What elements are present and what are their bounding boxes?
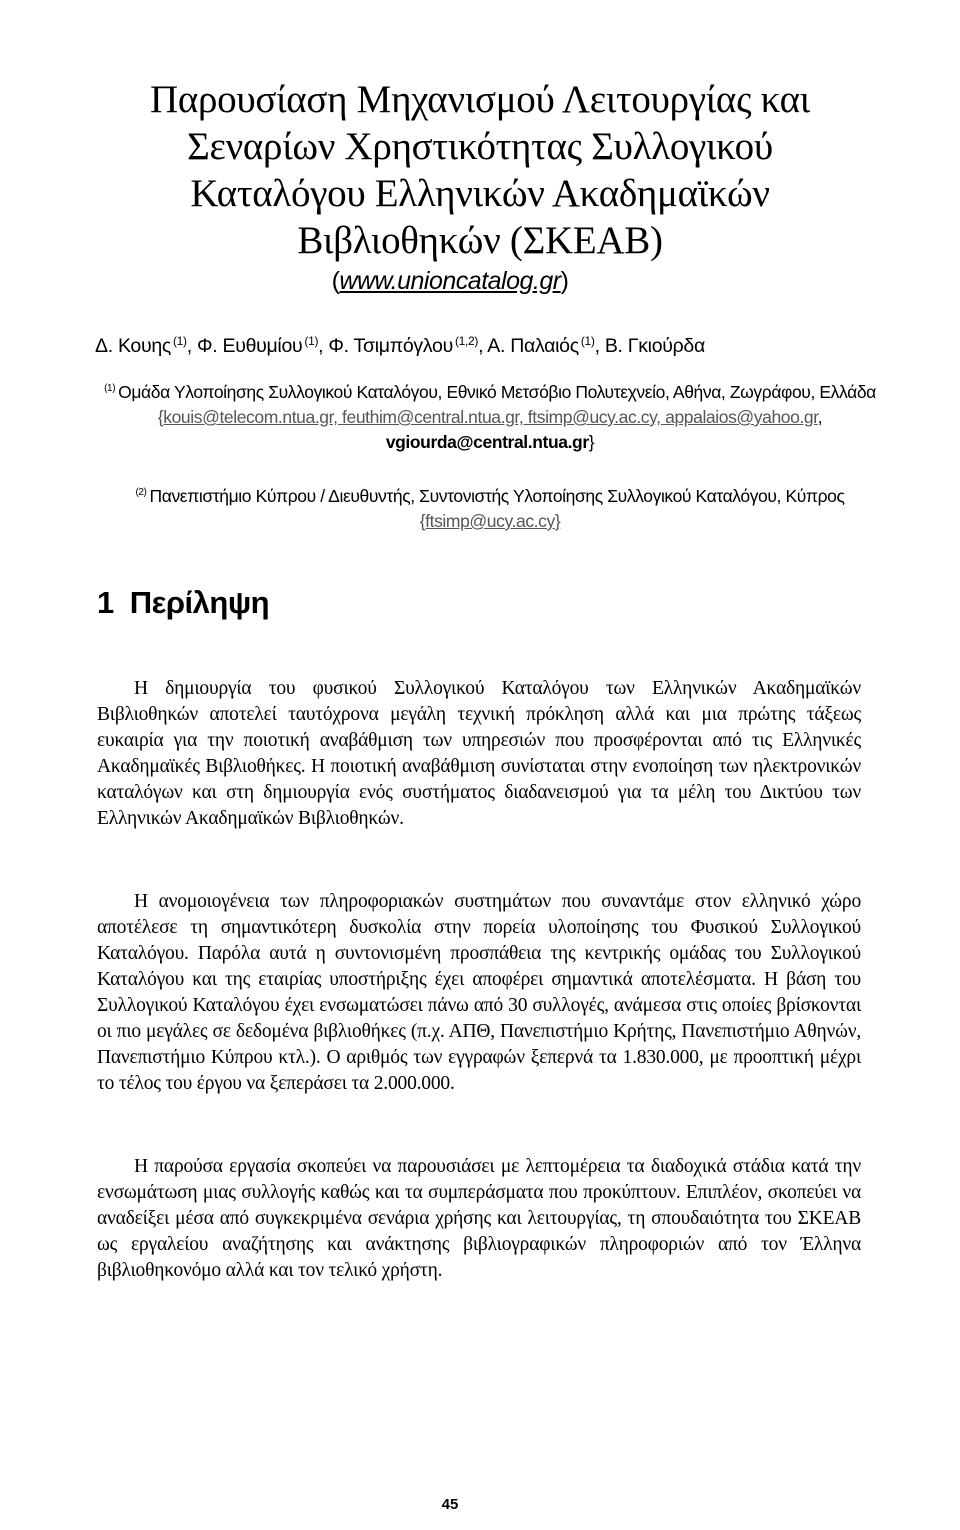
author-name: Β. Γκιούρδα <box>604 335 705 357</box>
abstract-paragraph-2: Η ανομοιογένεια των πληροφοριακών συστημάτων που συναντάμε στον ελληνικό χώρο αποτέλεσε τη σημαντικότερη δυσκολία στην πορεία υλοποίησης του Φυσικού Συλλογικού Καταλόγου. Παρόλα αυτά η συντονισμένη προσπάθεια της κεντρικής ομάδας του Συλλογικού Καταλόγου και της εταιρίας υποστήριξης έχει αποφέρει σημαντικά αποτελέσματα. Η βάση του Συλλογικού Καταλόγου έχει ενσωματώσει πάνω από 30 συλλογές, ανάμεσα στις οποίες βρίσκονται οι πιο μεγάλες σε δεδομένα βιβλιοθήκες (π.χ. ΑΠΘ, Πανεπιστήμιο Κρήτης, Πανεπιστήμιο Αθηνών, Πανεπιστήμιο Κύπρου κτλ.). Ο αριθμός των εγγραφών ξεπερνά τα 1.830.000, με προοπτική μέχρι το τέλος του έργου να ξεπεράσει τα 2.000.000. <box>97 891 861 1094</box>
title-line: Καταλόγου Ελληνικών Ακαδημαϊκών <box>190 172 770 216</box>
title-line: Βιβλιοθηκών (ΣΚΕΑΒ) <box>297 219 663 263</box>
author-separator: , <box>594 335 605 357</box>
affiliation-close-brace: } <box>588 432 595 452</box>
affiliation-emails: {ftsimp@ucy.ac.cy} <box>419 511 561 531</box>
url-open-paren: ( <box>331 267 340 295</box>
abstract-paragraph-1: Η δημιουργία του φυσικού Συλλογικού Καταλόγου των Ελληνικών Ακαδημαϊκών Βιβλιοθηκών αποτελεί ταυτόχρονα μεγάλη τεχνική πρόκληση αλλά και μια πρώτης τάξεως ευκαιρία για την ποιοτική αναβάθμιση των υπηρεσιών που προσφέρονται από τις Ελληνικές Ακαδημαϊκές Βιβλιοθήκες. Η ποιοτική αναβάθμιση συνίσταται στην ενοποίηση των ηλεκτρονικών καταλόγων και στη δημιουργία ενός συστήματος διαδανεισμού για τα μέλη του Δικτύου των Ελληνικών Ακαδημαϊκών Βιβλιοθηκών. <box>97 678 861 829</box>
project-url <box>0 266 900 296</box>
page-number: 45 <box>441 1496 459 1513</box>
affiliation-text: Ομάδα Υλοποίησης Συλλογικού Καταλόγου, Εθνικό Μετσόβιο Πολυτεχνείο, Αθήνα, Ζωγράφου, Ελλάδα <box>118 382 876 402</box>
title-line: Σεναρίων Χρηστικότητας Συλλογικού <box>187 125 773 169</box>
section-number: 1 <box>97 584 114 620</box>
section-title: Περίληψη <box>129 584 270 620</box>
author-affiliation-mark: (1,2) <box>454 334 479 348</box>
title-line: Παρουσίαση Μηχανισμού Λειτουργίας και <box>150 78 810 122</box>
section-heading-abstract <box>97 584 269 622</box>
author-list <box>95 329 935 358</box>
author-separator: , <box>478 335 488 357</box>
affiliation-mark: (1) <box>104 383 116 394</box>
author-separator: , <box>318 335 329 357</box>
author-separator: , <box>186 335 198 357</box>
author-name: Α. Παλαιός <box>487 335 579 357</box>
url-close-paren: ) <box>560 267 569 295</box>
author-affiliation-mark: (1) <box>172 334 187 348</box>
author-name: Δ. Κουης <box>95 335 171 357</box>
affiliation-1: $^{(1)}$ Ομάδα Υλοποίησης Συλλογικού Καταλόγου, Εθνικό Μετσόβιο Πολυτεχνείο, Αθήνα, Ζωγράφου, Ελλάδα {kouis@telecom.ntua.gr, feuthim@central.ntua.gr, ftsimp@ucy.ac.cy, appalaios@yahoo.gr, vgiourda@central.ntua.gr} <box>104 382 876 452</box>
project-url-link[interactable]: www.unioncatalog.gr <box>339 267 561 295</box>
affiliation-email-bold: vgiourda@central.ntua.gr <box>385 432 589 452</box>
author-affiliation-mark: (1) <box>304 334 319 348</box>
abstract-paragraph-3: Η παρούσα εργασία σκοπεύει να παρουσιάσει με λεπτομέρεια τα διαδοχικά στάδια κατά την ενσωμάτωση μιας συλλογής καθώς και τα συμπεράσματα που προκύπτουν. Επιπλέον, σκοπεύει να αναδείξει μέσα από συγκεκριμένα σενάρια χρήσης και λειτουργίας, τη σπουδαιότητα του ΣΚΕΑΒ ως εργαλείου αναζήτησης και ανάκτησης βιβλιογραφικών πληροφοριών από τον Έλληνα βιβλιοθηκονόμο αλλά και τον τελικό χρήστη. <box>97 1156 861 1281</box>
affiliation-emails: {kouis@telecom.ntua.gr, feuthim@central.ntua.gr, ftsimp@ucy.ac.cy, appalaios@yahoo.gr <box>157 407 818 427</box>
author-affiliation-mark: (1) <box>580 334 595 348</box>
affiliation-2 <box>70 480 910 534</box>
affiliation-text: Πανεπιστήμιο Κύπρου / Διευθυντής, Συντονιστής Υλοποίησης Συλλογικού Καταλόγου, Κύπρος <box>149 486 845 506</box>
paper-title <box>0 76 960 264</box>
author-name: Φ. Τσιμπόγλου <box>328 335 453 357</box>
affiliation-mark: (2) <box>135 487 147 498</box>
author-name: Φ. Ευθυμίου <box>197 335 303 357</box>
